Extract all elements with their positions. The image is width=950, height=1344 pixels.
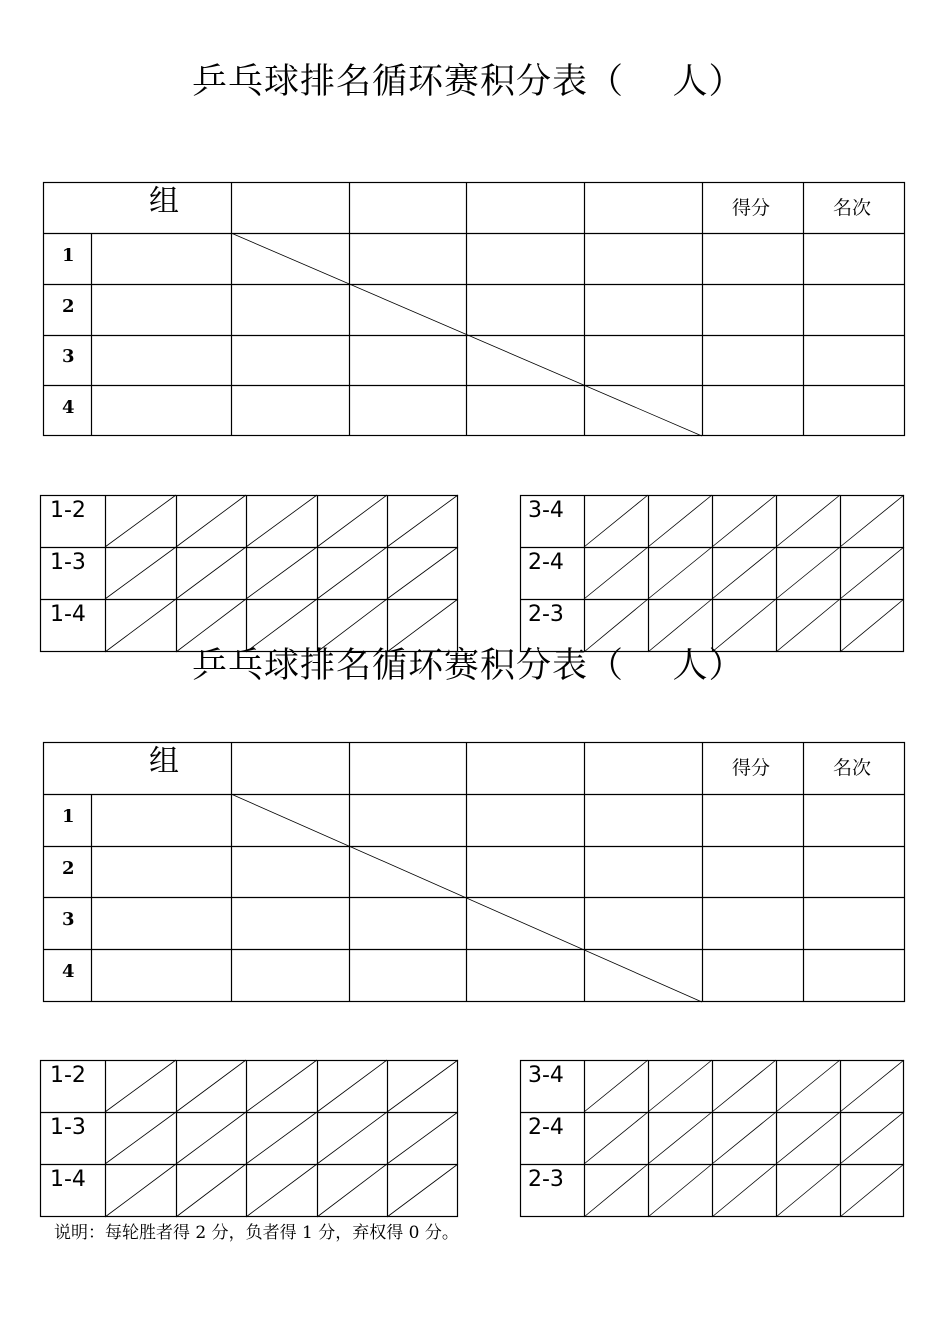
- player-row-number: 3: [62, 346, 75, 367]
- match-pair-label: 1-2: [50, 498, 86, 523]
- score-header: 得分: [732, 757, 771, 779]
- match-pair-label: 2-4: [528, 1115, 564, 1140]
- match-pair-label: 3-4: [528, 498, 564, 523]
- rank-header: 名次: [833, 757, 872, 779]
- match-pair-label: 2-3: [528, 602, 564, 627]
- sheet-title: 乒乓球排名循环赛积分表（ 人）: [192, 646, 745, 686]
- group-label: 组: [149, 184, 179, 219]
- player-row-number: 4: [62, 961, 75, 982]
- player-row-number: 2: [62, 858, 75, 879]
- group-label: 组: [149, 744, 179, 779]
- player-row-number: 2: [62, 296, 75, 317]
- match-pair-label: 2-3: [528, 1167, 564, 1192]
- player-row-number: 3: [62, 909, 75, 930]
- scoring-note: 说明：每轮胜者得 2 分，负者得 1 分，弃权得 0 分。: [54, 1223, 459, 1243]
- player-row-number: 1: [62, 245, 75, 266]
- rank-header: 名次: [833, 197, 872, 219]
- match-pair-label: 1-4: [50, 1167, 86, 1192]
- match-pair-label: 2-4: [528, 550, 564, 575]
- match-pair-label: 1-4: [50, 602, 86, 627]
- match-pair-label: 1-2: [50, 1063, 86, 1088]
- player-row-number: 1: [62, 806, 75, 827]
- player-row-number: 4: [62, 397, 75, 418]
- match-pair-label: 3-4: [528, 1063, 564, 1088]
- score-header: 得分: [732, 197, 771, 219]
- match-pair-label: 1-3: [50, 550, 86, 575]
- match-pair-label: 1-3: [50, 1115, 86, 1140]
- sheet-title: 乒乓球排名循环赛积分表（ 人）: [192, 62, 745, 102]
